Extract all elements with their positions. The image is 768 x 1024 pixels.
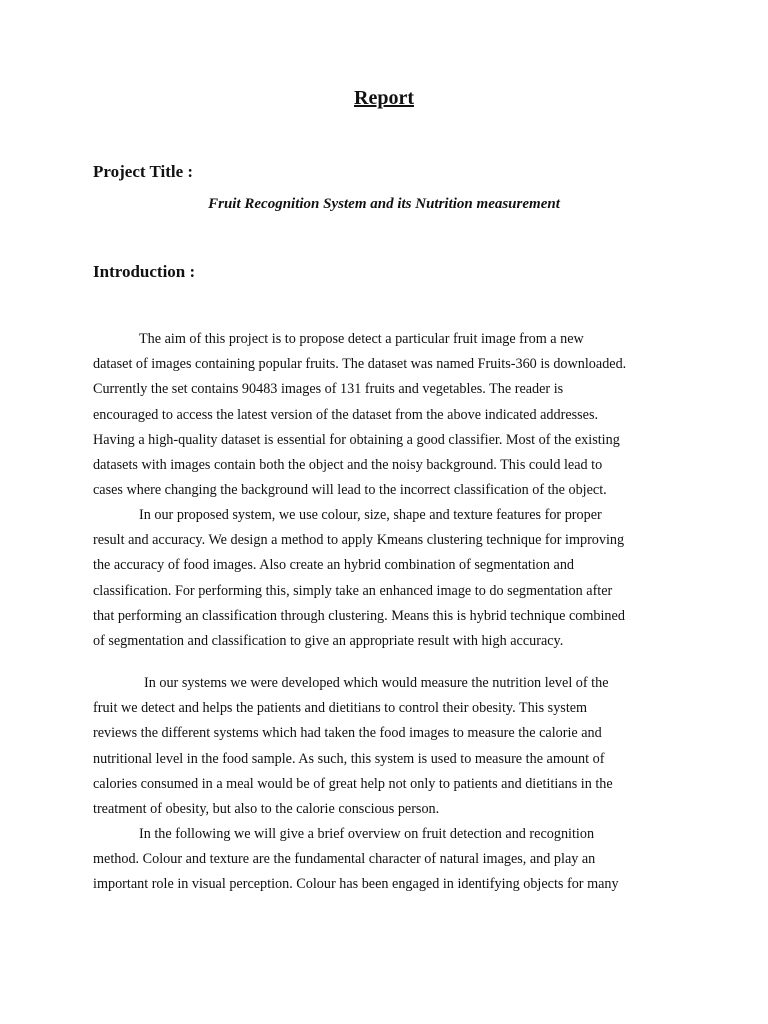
- paragraph-line: reviews the different systems which had taken the food images to measure the calorie and: [93, 725, 602, 742]
- paragraph-line: calories consumed in a meal would be of great help not only to patients and dietitians in the: [93, 775, 613, 792]
- paragraph-line: fruit we detect and helps the patients and dietitians to control their obesity. This system: [93, 700, 588, 717]
- paragraph-line: In our systems we were developed which would measure the nutrition level of the: [144, 675, 609, 691]
- paragraph-line: datasets with images contain both the object and the noisy background. This could lead to: [93, 457, 603, 474]
- paragraph-line: Having a high-quality dataset is essential for obtaining a good classifier. Most of the existing: [93, 431, 620, 448]
- paragraph-line: In the following we will give a brief overview on fruit detection and recognition: [139, 826, 595, 842]
- paragraph-line: method. Colour and texture are the fundamental character of natural images, and play an: [93, 851, 596, 868]
- paragraph-1: [93, 327, 675, 503]
- paragraph-3: [93, 671, 675, 822]
- report-title: Report: [354, 87, 414, 109]
- paragraph-line: of segmentation and classification to give an appropriate result with high accuracy.: [93, 633, 564, 650]
- paragraph-line: that performing an classification through clustering. Means this is hybrid technique combined: [93, 607, 625, 624]
- paragraph-line: Currently the set contains 90483 images of 131 fruits and vegetables. The reader is: [93, 381, 564, 398]
- paragraph-line: result and accuracy. We design a method to apply Kmeans clustering technique for improving: [93, 532, 625, 549]
- paragraph-4: [93, 822, 675, 898]
- paragraph-line: important role in visual perception. Colour has been engaged in identifying objects for many: [93, 876, 619, 893]
- introduction-heading: Introduction :: [93, 262, 196, 281]
- project-title-heading: Project Title :: [93, 162, 194, 181]
- paragraph-line: In our proposed system, we use colour, size, shape and texture features for proper: [139, 507, 602, 523]
- paragraph-line: encouraged to access the latest version of the dataset from the above indicated addresses.: [93, 406, 599, 423]
- paragraph-line: the accuracy of food images. Also create an hybrid combination of segmentation and: [93, 557, 575, 574]
- paragraph-line: treatment of obesity, but also to the calorie conscious person.: [93, 801, 440, 818]
- paragraph-line: cases where changing the background will lead to the incorrect classification of the object.: [93, 482, 607, 499]
- paragraph-2: [93, 503, 675, 654]
- paragraph-line: The aim of this project is to propose detect a particular fruit image from a new: [139, 331, 584, 347]
- project-name: Fruit Recognition System and its Nutrition measurement: [208, 196, 560, 212]
- paragraph-line: nutritional level in the food sample. As such, this system is used to measure the amount of: [93, 750, 605, 767]
- paragraph-line: dataset of images containing popular fruits. The dataset was named Fruits-360 is downloaded.: [93, 356, 627, 373]
- paragraph-line: classification. For performing this, simply take an enhanced image to do segmentation after: [93, 582, 613, 599]
